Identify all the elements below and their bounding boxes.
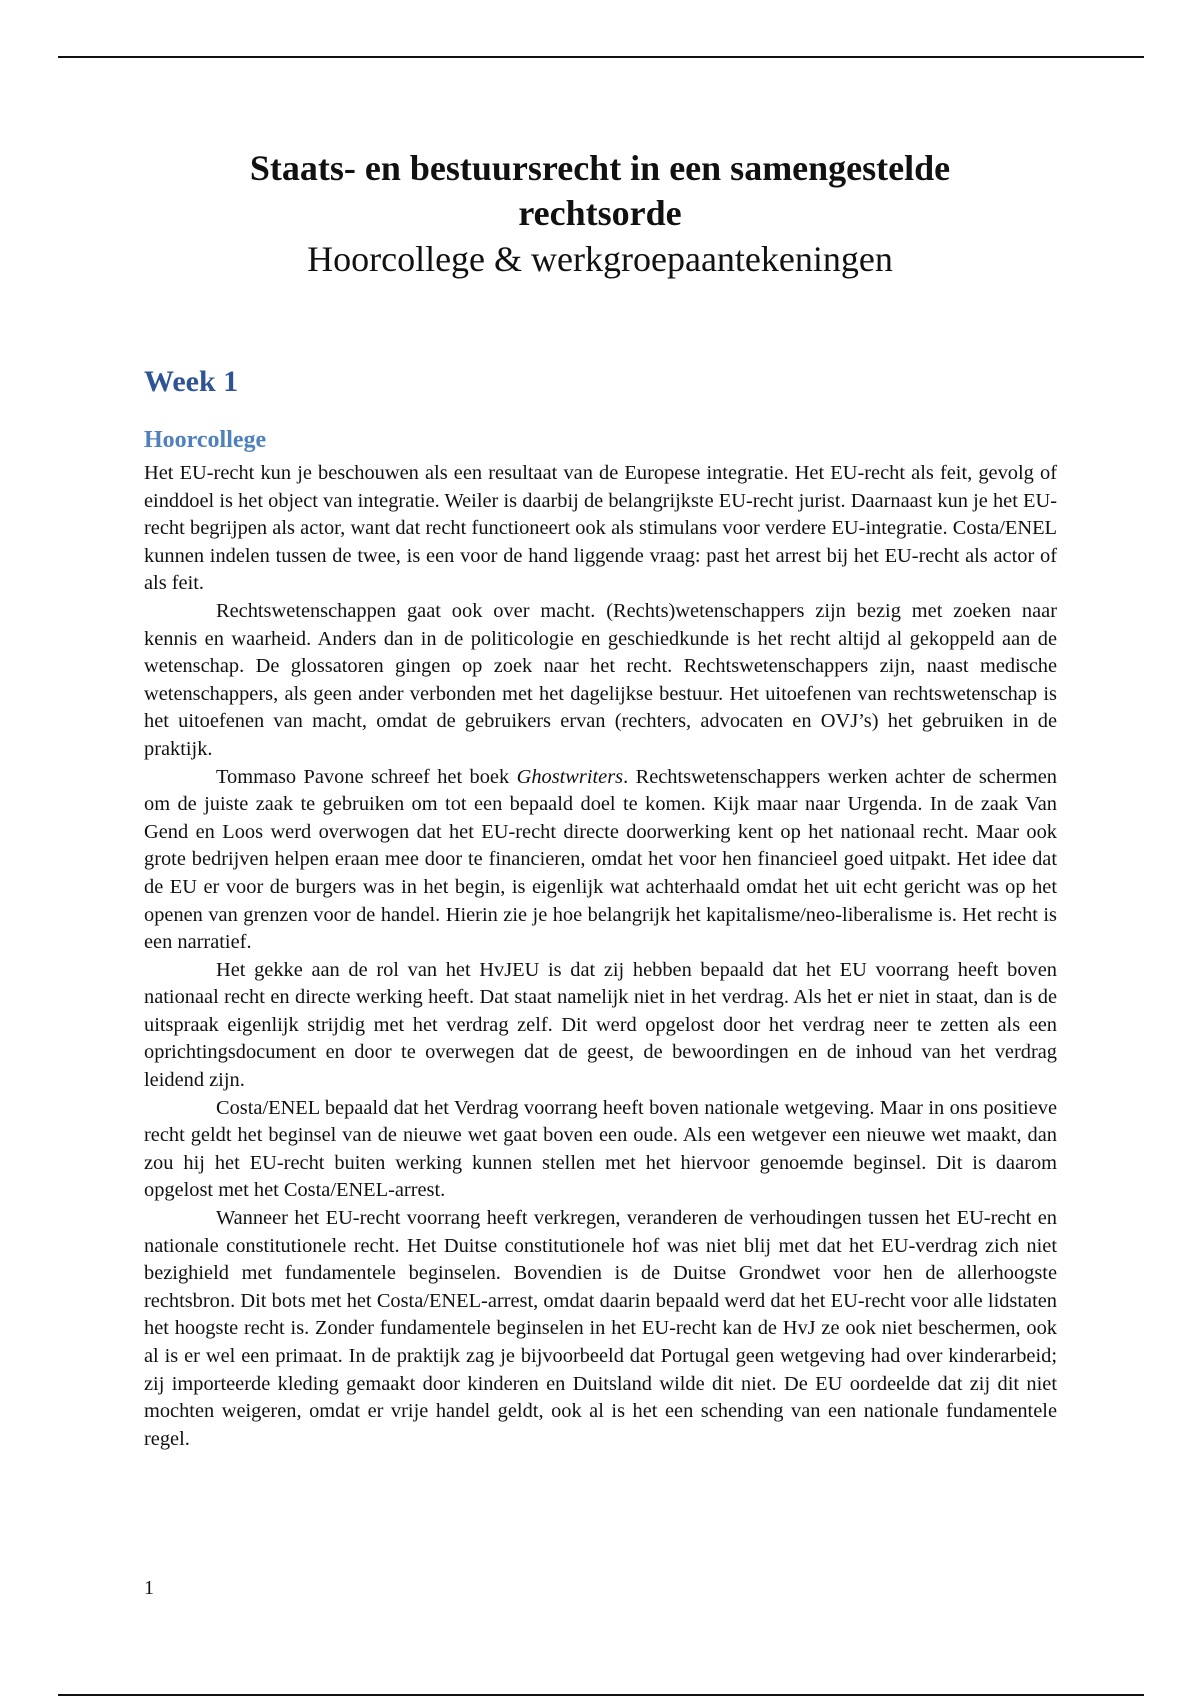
paragraph-5: Costa/ENEL bepaald dat het Verdrag voorrang heeft boven nationale wetgeving. Maar in ons positieve recht geldt het beginsel van de nieuwe wet gaat boven een oude. Als een wetgever een nieuwe wet maakt, dan zou hij het EU-recht buiten werking kunnen stellen met het hiervoor genoemde beginsel. Dit is daarom opgelost met het Costa/ENEL-arrest. bbox=[144, 1096, 1057, 1202]
document-title: Staats- en bestuursrecht in een samengestelde rechtsorde bbox=[249, 148, 951, 233]
paragraph-2: Rechtswetenschappen gaat ook over macht. (Rechts)wetenschappers zijn bezig met zoeken naar kennis en waarheid. Anders dan in de politicologie en geschiedkunde is het recht altijd al gekoppeld aan de wetenschap. De glossatoren gingen op zoek naar het recht. Rechtswetenschappers zijn, naast medische wetenschappers, als geen ander verbonden met het dagelijkse bestuur. Het uitoefenen van rechtswetenschap is het uitoefenen van macht, omdat de gebruikers ervan (rechters, advocaten en OVJ’s) het gebruiken in de praktijk. bbox=[144, 599, 1057, 760]
document-body bbox=[144, 358, 1057, 1453]
paragraph-6: Wanneer het EU-recht voorrang heeft verkregen, veranderen de verhoudingen tussen het EU-recht en nationale constitutionele recht. Het Duitse constitutionele hof was niet blij met dat het EU-verdrag zich niet bezighield met fundamentele beginselen. Bovendien is de Duitse Grondwet voor hen de allerhoogste rechtsbron. Dit bots met het Costa/ENEL-arrest, omdat daarin bepaald werd dat het EU-recht voor alle lidstaten het hoogste recht is. Zonder fundamentele beginselen in het EU-recht kan de HvJ ze ook niet beschermen, ook al is er wel een primaat. In de praktijk zag je bijvoorbeeld dat Portugal geen wetgeving had over kinderarbeid; zij importeerde kleding gemaakt door kinderen en Duitsland wilde dit niet. De EU oordeelde dat zij dit niet mochten weigeren, omdat er vrije handel geldt, ook al is het een schending van een nationale fundamentele regel. bbox=[144, 1207, 1057, 1450]
paragraph-3 bbox=[144, 764, 1057, 957]
header-rule bbox=[58, 56, 1144, 58]
book-title: Ghostwriters bbox=[516, 765, 624, 788]
document-subtitle: Hoorcollege & werkgroepaantekeningen bbox=[307, 239, 893, 279]
footer-rule bbox=[58, 1694, 1144, 1696]
paragraph-3-rest: . Rechtswetenschappers werken achter de schermen om de juiste zaak te gebruiken om tot een bepaald doel te komen. Kijk maar naar Urgenda. In de zaak Van Gend en Loos werd overwogen dat het EU-recht directe doorwerking kent op het nationaal recht. Maar ook grote bedrijven helpen eraan mee door te financieren, omdat het voor hen financieel goed uitpakt. Het idee dat de EU er voor de burgers was in het begin, is eigenlijk wat achterhaald omdat het uit echt gericht was op het openen van grenzen voor de handel. Hierin zie je hoe belangrijk het kapitalisme/neo-liberalisme is. Het recht is een narratief. bbox=[144, 765, 1057, 954]
title-block bbox=[200, 146, 1000, 282]
week-heading: Week 1 bbox=[144, 365, 239, 398]
paragraph-3-lead: Tommaso Pavone schreef het boek bbox=[216, 765, 517, 788]
section-heading: Hoorcollege bbox=[144, 427, 267, 453]
paragraph-4: Het gekke aan de rol van het HvJEU is dat zij hebben bepaald dat het EU voorrang heeft boven nationaal recht en directe werking heeft. Dat staat namelijk niet in het verdrag. Als het er niet in staat, dan is de uitspraak eigenlijk strijdig met het verdrag zelf. Dit werd opgelost door het verdrag neer te zetten als een oprichtingsdocument en door te overwegen dat de geest, de bewoordingen en de inhoud van het verdrag leidend zijn. bbox=[144, 958, 1057, 1092]
paragraph-1: Het EU-recht kun je beschouwen als een resultaat van de Europese integratie. Het EU-recht als feit, gevolg of einddoel is het object van integratie. Weiler is daarbij de belangrijkste EU-recht jurist. Daarnaast kun je het EU-recht begrijpen als actor, want dat recht functioneert ook als stimulans voor verdere EU-integratie. Costa/ENEL kunnen indelen tussen de twee, is een voor de hand liggende vraag: past het arrest bij het EU-recht als actor of als feit. bbox=[144, 462, 1057, 595]
page-number: 1 bbox=[144, 1577, 154, 1599]
